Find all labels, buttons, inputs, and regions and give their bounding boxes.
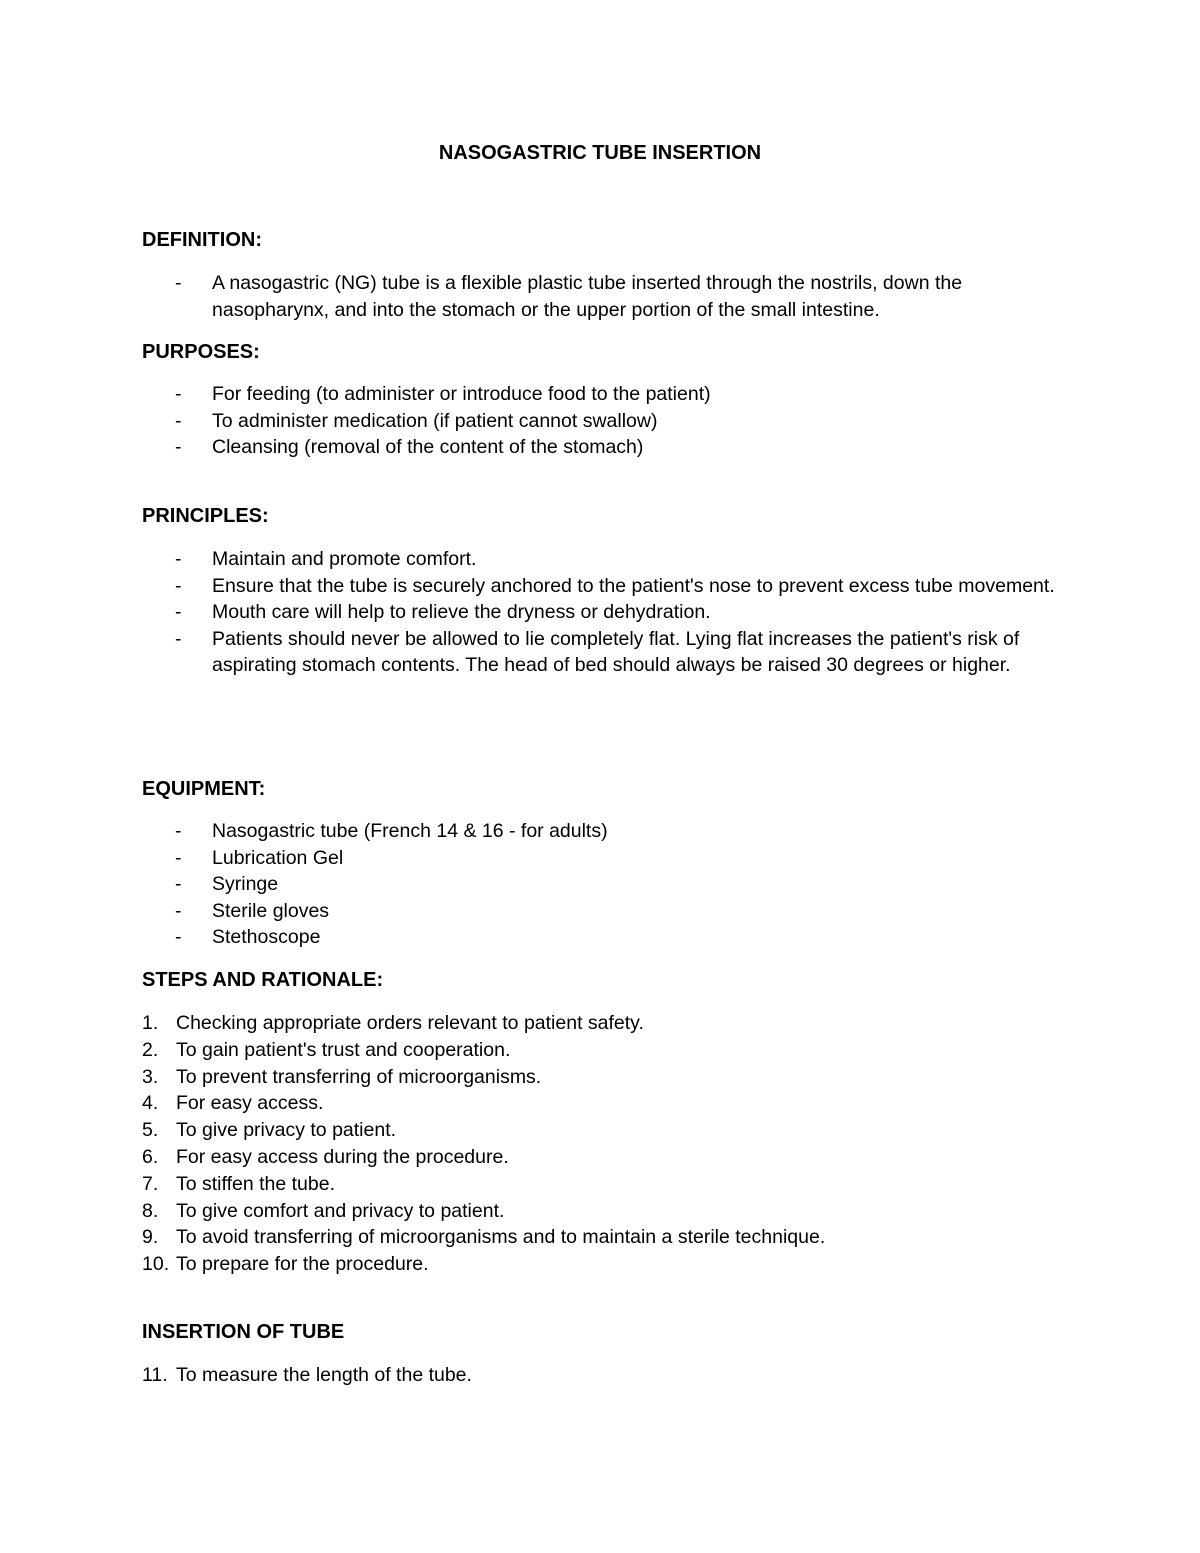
list-item: 4. For easy access. xyxy=(142,1090,1072,1117)
equipment-heading: EQUIPMENT: xyxy=(142,778,266,800)
purposes-list xyxy=(142,381,1072,461)
list-item: - A nasogastric (NG) tube is a flexible plastic tube inserted through the nostrils, down the nasopharynx, and into the stomach or the upper portion of the small intestine. xyxy=(175,272,963,321)
principles-list xyxy=(142,546,1072,679)
list-item: - Ensure that the tube is securely anchored to the patient's nose to prevent excess tube movement. xyxy=(142,573,1072,600)
dash-bullet: - xyxy=(175,436,182,459)
list-item: - Nasogastric tube (French 14 & 16 - for adults) xyxy=(142,818,1072,845)
list-item: - Maintain and promote comfort. xyxy=(142,546,1072,573)
list-item: - Mouth care will help to relieve the dryness or dehydration. xyxy=(142,599,1072,626)
dash-bullet: - xyxy=(175,873,182,896)
list-item: 9. To avoid transferring of microorganisms and to maintain a sterile technique. xyxy=(142,1224,1072,1251)
item-number: 1. xyxy=(142,1012,159,1034)
item-number: 8. xyxy=(142,1199,159,1222)
list-item: 10. To prepare for the procedure. xyxy=(142,1251,1072,1278)
item-number: 9. xyxy=(142,1226,159,1249)
list-item: - Lubrication Gel xyxy=(142,845,1072,872)
dash-bullet: - xyxy=(175,627,182,650)
definition-list xyxy=(142,270,1072,323)
list-item: - For feeding (to administer or introduce food to the patient) xyxy=(142,381,1072,408)
list-item: - Stethoscope xyxy=(142,924,1072,951)
principles-heading: PRINCIPLES: xyxy=(142,505,269,527)
item-number: 6. xyxy=(142,1145,159,1168)
steps-heading: STEPS AND RATIONALE: xyxy=(142,969,384,991)
document-title: NASOGASTRIC TUBE INSERTION xyxy=(438,142,762,164)
equipment-list xyxy=(142,818,1072,951)
list-item: 7. To stiffen the tube. xyxy=(142,1171,1072,1198)
purposes-heading: PURPOSES: xyxy=(142,341,260,363)
steps-list xyxy=(142,1010,1072,1278)
dash-bullet: - xyxy=(175,601,182,624)
insertion-list xyxy=(142,1362,1072,1389)
dash-bullet: - xyxy=(175,926,182,949)
list-item: 3. To prevent transferring of microorganisms. xyxy=(142,1064,1072,1091)
insertion-heading: INSERTION OF TUBE xyxy=(142,1321,345,1343)
item-number: 7. xyxy=(142,1172,159,1195)
list-item: 11. To measure the length of the tube. xyxy=(142,1362,1072,1389)
list-item: 1. Checking appropriate orders relevant to patient safety. xyxy=(142,1010,1072,1037)
dash-bullet: - xyxy=(175,383,182,405)
list-item: 6. For easy access during the procedure. xyxy=(142,1144,1072,1171)
list-item: - Cleansing (removal of the content of the stomach) xyxy=(142,434,1072,461)
list-item: 2. To gain patient's trust and cooperation. xyxy=(142,1037,1072,1064)
dash-bullet: - xyxy=(175,574,182,597)
dash-bullet: - xyxy=(175,846,182,869)
item-number: 2. xyxy=(142,1038,159,1061)
list-item: - Sterile gloves xyxy=(142,898,1072,925)
list-item: 5. To give privacy to patient. xyxy=(142,1117,1072,1144)
item-number: 10. xyxy=(142,1253,170,1276)
definition-heading: DEFINITION: xyxy=(142,229,262,251)
dash-bullet: - xyxy=(175,820,182,842)
list-item: - To administer medication (if patient cannot swallow) xyxy=(142,408,1072,435)
item-number: 11. xyxy=(142,1364,168,1386)
item-number: 3. xyxy=(142,1065,159,1088)
list-item: - Patients should never be allowed to lie completely flat. Lying flat increases the patient's risk of aspirating stomach contents. The head of bed should always be raised 30 degrees or higher. xyxy=(175,627,1020,677)
item-number: 4. xyxy=(142,1092,159,1115)
dash-bullet: - xyxy=(175,548,182,570)
item-number: 5. xyxy=(142,1119,159,1142)
list-item: - Syringe xyxy=(142,871,1072,898)
list-item: 8. To give comfort and privacy to patient. xyxy=(142,1198,1072,1225)
dash-bullet: - xyxy=(175,899,182,922)
dash-bullet: - xyxy=(175,272,182,294)
dash-bullet: - xyxy=(175,409,182,432)
